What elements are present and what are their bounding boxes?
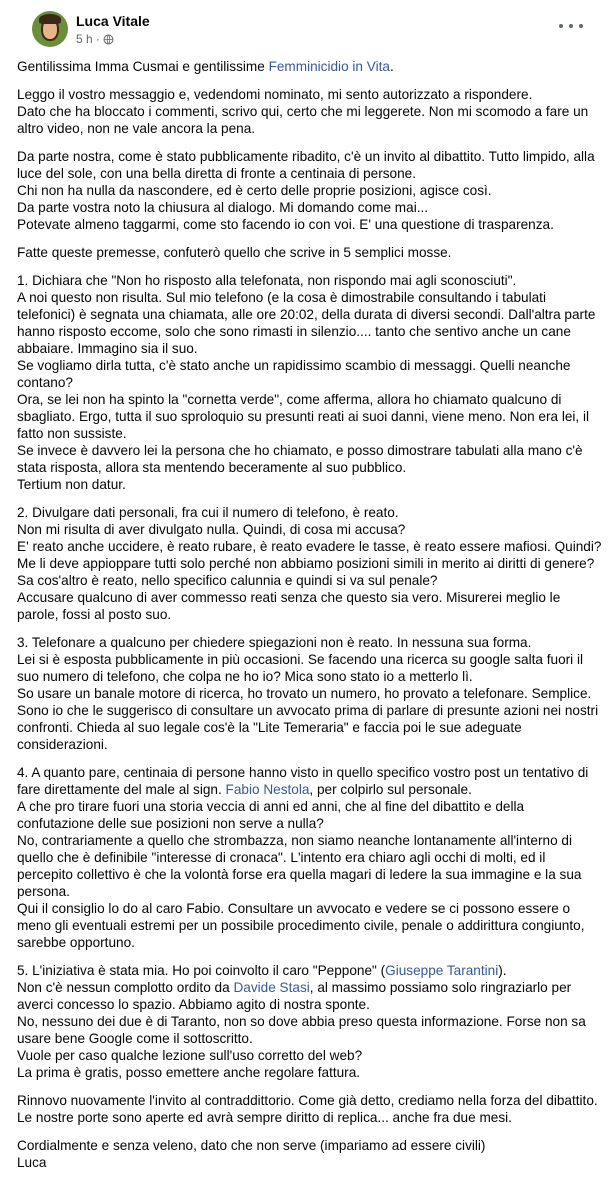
meta-separator: · xyxy=(95,32,100,46)
profile-link[interactable]: Fabio Nestola xyxy=(225,782,310,797)
post-text: Sono io che le suggerisco di consultare un avvocato prima di parlare di presunte azioni nei nostri confronti. Chieda al suo legale cos'è la "Lite Temeraria" e faccia poi le sue adeguate considerazioni. xyxy=(17,703,599,752)
post-text: Non mi risulta di aver divulgato nulla. Quindi, di cosa mi accusa? xyxy=(17,522,406,537)
post-meta xyxy=(76,32,114,46)
post-text: Sa cos'altro è reato, nello specifico calunnia e quindi si va sul penale? xyxy=(17,573,438,588)
post-paragraph xyxy=(17,272,602,493)
post-text: Vuole per caso qualche lezione sull'uso corretto del web? xyxy=(17,1048,363,1063)
post-text: Lei si è esposta pubblicamente in più occasioni. Se facendo una ricerca su google salta fuori il suo numero di telefono, che colpa ne ho io? Mica sono stato io a metterlo lì. xyxy=(17,652,583,684)
post-paragraph xyxy=(17,244,602,261)
post-text: , per colpirlo sul personale. xyxy=(309,782,472,797)
post-text: Gentilissima Imma Cusmai e gentilissime xyxy=(17,59,269,74)
post-text: 5. L'iniziativa è stata mia. Ho poi coinvolto il caro "Peppone" ( xyxy=(17,963,386,978)
post-text: Potevate almeno taggarmi, come sto facendo io con voi. E' una questione di trasparenza. xyxy=(17,217,554,232)
post-text: A che pro tirare fuori una storia veccia di anni ed anni, che al fine del dibattito e della confutazione delle sue posizioni non serve a nulla? xyxy=(17,799,525,831)
post-text: So usare un banale motore di ricerca, ho trovato un numero, ho provato a telefonare. Semplice. xyxy=(17,686,592,701)
post-paragraph xyxy=(17,634,602,753)
avatar[interactable] xyxy=(32,11,68,47)
globe-icon[interactable] xyxy=(103,34,114,45)
post-text: Se vogliamo dirla tutta, c'è stato anche un rapidissimo scambio di messaggi. Quelli neanche contano? xyxy=(17,358,571,390)
post-text: 4. A quanto pare, centinaia di persone hanno visto in quello specifico vostro post un tentativo di fare direttamente del male al sign. xyxy=(17,765,589,797)
author-name[interactable]: Luca Vitale xyxy=(76,13,150,29)
post-text: No, nessuno dei due è di Taranto, non so dove abbia preso questa informazione. Forse non sa usare bene Google come il sottoscritto. xyxy=(17,1014,586,1046)
post-text: Da parte nostra, come è stato pubblicamente ribadito, c'è un invito al dibattito. Tutto limpido, alla luce del sole, con una bella diretta di fronte a centinaia di persone. xyxy=(17,149,595,181)
post-text: Luca xyxy=(17,1155,47,1170)
post-body xyxy=(17,58,602,1182)
post-text: A noi questo non risulta. Sul mio telefono (e la cosa è dimostrabile consultando i tabulati telefonici) è segnata una chiamata, alle ore 20:02, della durata di diversi secondi. Dall'altra parte hanno risposto eccome, solo che sono rimasti in silenzio.... tanto che sentivo anche un cane abbaiare. Immagino sia il suo. xyxy=(17,290,596,356)
post-text: E' reato anche uccidere, è reato rubare, è reato evadere le tasse, è reato essere mafiosi. Quindi? xyxy=(17,539,602,554)
post-text: Rinnovo nuovamente l'invito al contraddittorio. Come già detto, crediamo nella forza del dibattito. Le nostre porte sono aperte ed avrà sempre diritto di replica... anche fra due mesi. xyxy=(17,1093,598,1125)
post-text: Leggo il vostro messaggio e, vedendomi nominato, mi sento autorizzato a rispondere. xyxy=(17,87,533,102)
post-text: Fatte queste premesse, confuterò quello che scrive in 5 semplici mosse. xyxy=(17,245,452,260)
profile-link[interactable]: Giuseppe Tarantini xyxy=(385,963,499,978)
post-paragraph xyxy=(17,58,602,75)
post-header xyxy=(16,0,599,58)
post-timestamp[interactable]: 5 h xyxy=(76,32,93,46)
post-paragraph xyxy=(17,1137,602,1171)
post-text: Non c'è nessun complotto ordito da xyxy=(17,980,234,995)
profile-link[interactable]: Davide Stasi xyxy=(233,980,310,995)
post-text: . xyxy=(389,59,394,74)
post-text: 2. Divulgare dati personali, fra cui il numero di telefono, è reato. xyxy=(17,505,399,520)
post-text: 1. Dichiara che "Non ho risposto alla telefonata, non rispondo mai agli sconosciuti". xyxy=(17,273,517,288)
post-text: Se invece è davvero lei la persona che ho chiamato, e posso dimostrare tabulati alla mano c'è stata risposta, allora sta mentendo beceramente al suo pubblico. xyxy=(17,443,583,475)
post-text: Me li deve appioppare tutti solo perché non abbiamo posizioni simili in merito ai diritti di genere? xyxy=(17,556,595,571)
post-text: ). xyxy=(498,963,507,978)
post-text: La prima è gratis, posso emettere anche regolare fattura. xyxy=(17,1065,361,1080)
post-text: 3. Telefonare a qualcuno per chiedere spiegazioni non è reato. In nessuna sua forma. xyxy=(17,635,532,650)
post-text: Dato che ha bloccato i commenti, scrivo qui, certo che mi leggerete. Non mi scomodo a fare un altro video, non ne vale ancora la pena. xyxy=(17,104,589,136)
post-paragraph xyxy=(17,1092,602,1126)
post-text: Da parte vostra noto la chiusura al dialogo. Mi domando come mai... xyxy=(17,200,429,215)
post-text: No, contrariamente a quello che strombazza, non siamo neanche lontanamente all'interno di quello che è definibile "interesse di cronaca". L'intento era chiaro agli occhi di molti, ed il percepito collettivo è che la volontà forse era quella magari di ledere la sua immagine e la sua persona. xyxy=(17,833,582,899)
post-paragraph xyxy=(17,86,602,137)
avatar-hair xyxy=(39,14,61,24)
post-text: Cordialmente e senza veleno, dato che non serve (impariamo ad essere civili) xyxy=(17,1138,486,1153)
post-text: Chi non ha nulla da nascondere, ed è certo delle proprie posizioni, agisce così. xyxy=(17,183,492,198)
post-paragraph xyxy=(17,962,602,1081)
post-text: Qui il consiglio lo do al caro Fabio. Consultare un avvocato e vedere se ci possono essere o meno gli eventuali estremi per un possibile procedimento civile, penale o addirittura congiunto, sarebbe opportuno. xyxy=(17,901,585,950)
post-text: Tertium non datur. xyxy=(17,477,126,492)
post-text: Accusare qualcuno di aver commesso reati senza che questo sia vero. Misurerei meglio le parole, fossi al posto suo. xyxy=(17,590,561,622)
post-paragraph xyxy=(17,504,602,623)
post-text: Ora, se lei non ha spinto la "cornetta verde", come afferma, allora ho chiamato qualcuno di sbagliato. Ergo, tutta il suo sproloquio su presunti reati ai suoi danni, viene meno. Non era lei, il fatto non sussiste. xyxy=(17,392,590,441)
profile-link[interactable]: Femminicidio in Vita xyxy=(268,59,390,74)
post-text: , al massimo possiamo solo ringraziarlo per averci concesso lo spazio. Abbiamo agito di nostra sponte. xyxy=(17,980,572,1012)
more-horizontal-icon[interactable] xyxy=(559,18,583,34)
post-paragraph xyxy=(17,148,602,233)
post-paragraph xyxy=(17,764,602,951)
